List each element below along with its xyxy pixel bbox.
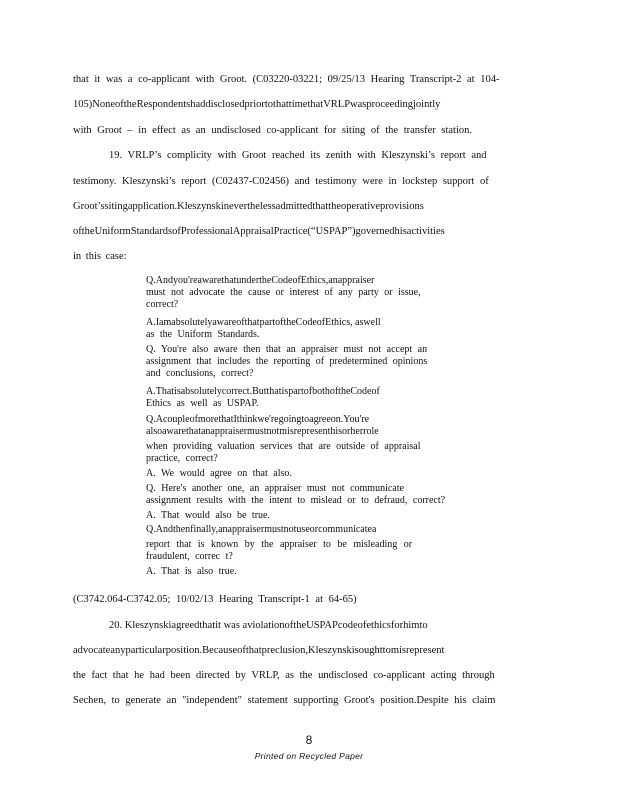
quote-line: assignment that includes the reporting of predetermined opinions: [146, 356, 428, 367]
quote-line: A. We would agree on that also.: [146, 468, 292, 479]
transcript-citation: (C3742.064-C3742.05; 10/02/13 Hearing Transcript-1 at 64-65): [73, 594, 357, 605]
body-line: Groot’ssitingapplication.Kleszynskineverthelessadmittedthattheoperativeprovisions: [73, 201, 424, 212]
quote-line: and conclusions, correct?: [146, 368, 254, 379]
body-line: oftheUniformStandardsofProfessionalAppraisalPractice(“USPAP”)governedhisactivities: [73, 226, 445, 237]
quote-line: assignment results with the intent to mislead or to defraud, correct?: [146, 495, 446, 506]
quote-line: A.IamabsolutelyawareofthatpartoftheCodeofEthics, aswell: [146, 317, 381, 328]
body-line: that it was a co-applicant with Groot. (C03220-03221; 09/25/13 Hearing Transcript-2 at 104-: [73, 74, 500, 85]
quote-line: Q.Andyou'reawarethatundertheCodeofEthics,anappraiser: [146, 275, 375, 286]
quote-line: Q.Andthenfinally,anappraisermustnotuseorcommunicatea: [146, 524, 377, 535]
body-line: 105)NoneoftheRespondentshaddisclosedpriortothattimethatVRLPwasproceedingjointly: [73, 99, 441, 110]
quote-line: Q. Here's another one, an appraiser must not communicate: [146, 483, 404, 494]
body-line: testimony. Kleszynski’s report (C02437-C02456) and testimony were in lockstep support of: [73, 176, 489, 187]
body-line: Sechen, to generate an "independent" statement supporting Groot's position.Despite his claim: [73, 695, 496, 706]
body-line: in this case:: [73, 251, 127, 262]
body-line: with Groot – in effect as an undisclosed co-applicant for siting of the transfer station.: [73, 125, 472, 136]
page-number: 8: [305, 733, 313, 747]
quote-line: must not advocate the cause or interest of any party or issue,: [146, 287, 421, 298]
quote-line: report that is known by the appraiser to be misleading or: [146, 539, 413, 550]
quote-line: Q. You're also aware then that an appraiser must not accept an: [146, 344, 428, 355]
quote-line: fraudulent, correc t?: [146, 551, 233, 562]
quote-line: Q.AcoupleofmorethatIthinkwe'regoingtoagreeon.You're: [146, 414, 370, 425]
quote-line: correct?: [146, 299, 179, 310]
body-line: the fact that he had been directed by VRLP, as the undisclosed co-applicant acting through: [73, 670, 495, 681]
quote-line: practice, correct?: [146, 453, 218, 464]
quote-line: alsoawarethatanappraisermustnotmisrepresenthisorherrole: [146, 426, 379, 437]
printed-on-recycled-paper-note: Printed on Recycled Paper: [254, 751, 364, 761]
paragraph-19-first-line: 19. VRLP’s complicity with Groot reached its zenith with Kleszynski’s report and: [109, 150, 487, 161]
quote-line: A. That is also true.: [146, 566, 237, 577]
quote-line: A.Thatisabsolutelycorrect.ButthatispartofbothoftheCodeof: [146, 386, 380, 397]
body-line: advocateanyparticularposition.Becauseofthatpreclusion,Kleszynskisoughttomisrepresent: [73, 645, 445, 656]
quote-line: A. That would also be true.: [146, 510, 270, 521]
quote-line: Ethics as well as USPAP.: [146, 398, 259, 409]
paragraph-20-first-line: 20. Kleszynskiagreedthatit was aviolationoftheUSPAPcodeofethicsforhimto: [109, 620, 428, 631]
quote-line: when providing valuation services that are outside of appraisal: [146, 441, 421, 452]
quote-line: as the Uniform Standards.: [146, 329, 260, 340]
